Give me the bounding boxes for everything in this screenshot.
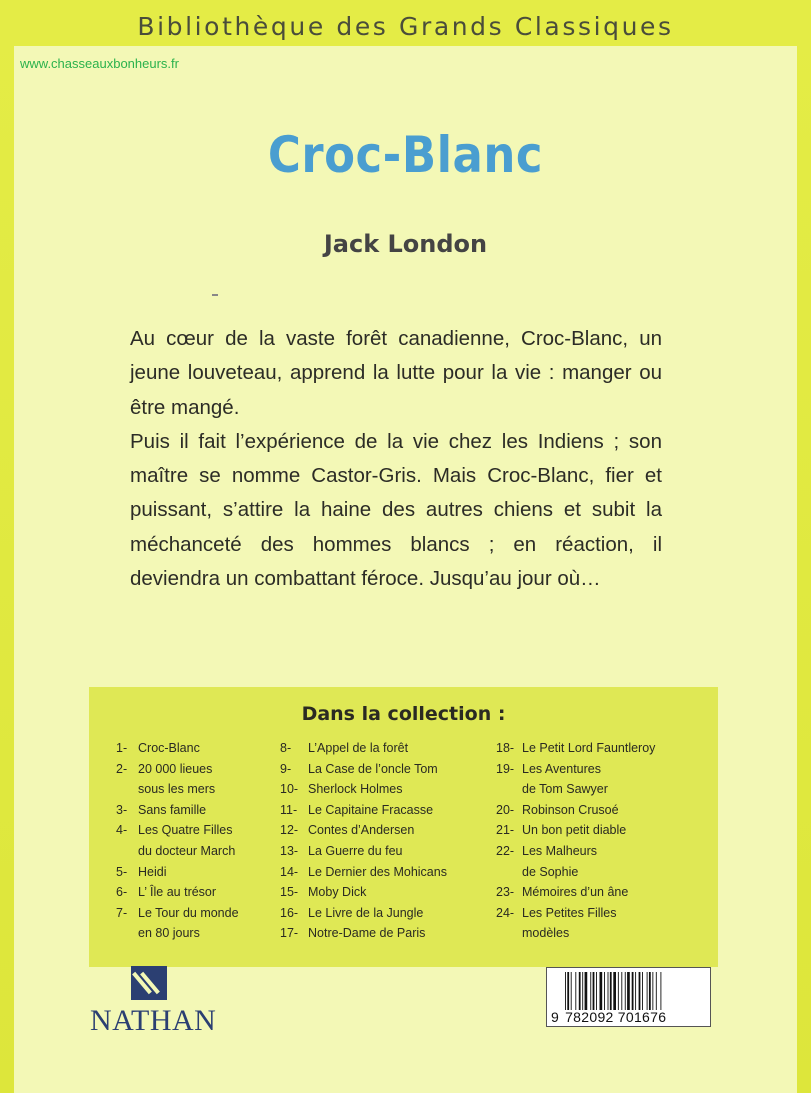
entry-number: 7- — [116, 905, 128, 920]
entry-title: Le Capitaine Fracasse — [308, 802, 434, 817]
entry-title: Contes d’Andersen — [308, 823, 415, 838]
collection-entry — [280, 820, 495, 841]
barcode-bar — [565, 972, 566, 1010]
barcode-bar — [579, 972, 581, 1010]
entry-title: La Case de l’oncle Tom — [308, 761, 438, 776]
decorative-mark — [212, 294, 218, 296]
entry-title: Notre-Dame de Paris — [308, 926, 426, 941]
collection-entry — [496, 903, 711, 944]
collection-entry — [116, 862, 296, 883]
entry-number: 19- — [496, 761, 515, 776]
entry-number: 3- — [116, 802, 128, 817]
entry-number: 20- — [496, 802, 515, 817]
entry-title: Les Aventures de Tom Sawyer — [522, 761, 608, 797]
entry-number: 15- — [280, 885, 299, 900]
entry-title: Robinson Crusoé — [522, 802, 619, 817]
barcode-bar — [590, 972, 591, 1010]
collection-entry — [280, 759, 495, 780]
entry-number: 18- — [496, 741, 515, 755]
entry-number: 13- — [280, 843, 299, 858]
barcode-bar — [608, 972, 609, 1010]
entry-number: 6- — [116, 885, 128, 900]
entry-number: 14- — [280, 864, 299, 879]
series-title: Bibliothèque des Grands Classiques — [137, 12, 674, 41]
barcode-bar — [639, 972, 641, 1010]
publisher-name: NATHAN — [90, 1004, 217, 1037]
barcode-bars — [565, 972, 705, 1010]
barcode-bar — [571, 972, 572, 1010]
entry-number: 24- — [496, 905, 515, 920]
series-band — [0, 0, 811, 46]
entry-number: 23- — [496, 885, 515, 900]
barcode-bar — [635, 972, 636, 1010]
collection-entry — [280, 862, 495, 883]
barcode-bar — [656, 972, 657, 1010]
collection-column — [116, 738, 296, 944]
barcode-bar — [613, 972, 616, 1010]
collection-entry — [496, 841, 711, 882]
barcode-bar — [618, 972, 619, 1010]
barcode-bar — [582, 972, 583, 1010]
entry-title: Sans famille — [138, 802, 207, 817]
entry-number: 11- — [280, 802, 298, 817]
collection-entry — [116, 738, 296, 759]
collection-entry — [280, 903, 495, 924]
collection-entry — [280, 779, 495, 800]
entry-title: Mémoires d’un âne — [522, 885, 629, 900]
entry-title: La Guerre du feu — [308, 843, 403, 858]
barcode-bar — [642, 972, 643, 1010]
collection-entry — [280, 882, 495, 903]
entry-number: 9- — [280, 761, 292, 776]
barcode-number — [551, 1009, 709, 1025]
collection-entry — [116, 800, 296, 821]
collection-column — [496, 738, 711, 944]
summary-paragraph: Au cœur de la vaste forêt canadienne, Croc-Blanc, un jeune louveteau, apprend la lutte pour la vie : manger ou être mangé. — [130, 327, 662, 419]
entry-title: Les Quatre Filles du docteur March — [138, 823, 236, 858]
barcode-bar — [647, 972, 648, 1010]
collection-entry — [116, 820, 296, 861]
collection-entry — [116, 759, 296, 800]
collection-entry — [496, 738, 711, 759]
collection-entry — [116, 903, 296, 944]
entry-title: Les Petites Filles modèles — [522, 905, 617, 941]
entry-number: 5- — [116, 864, 128, 879]
barcode-bar — [585, 972, 588, 1010]
collection-entry — [280, 923, 495, 944]
entry-title: Les Malheurs de Sophie — [522, 843, 598, 879]
entry-number: 12- — [280, 823, 299, 838]
entry-title: L’ Île au trésor — [138, 885, 217, 900]
isbn-barcode — [546, 967, 711, 1027]
entry-title: Un bon petit diable — [522, 823, 627, 838]
collection-box — [89, 687, 718, 967]
entry-title: 20 000 lieues sous les mers — [138, 761, 216, 797]
entry-title: Sherlock Holmes — [308, 782, 403, 797]
barcode-digits: 782092 701676 — [565, 1009, 667, 1025]
barcode-bar — [652, 972, 653, 1010]
barcode-bar — [621, 972, 622, 1010]
entry-number: 17- — [280, 926, 299, 941]
entry-number: 10- — [280, 782, 299, 797]
entry-title: Le Tour du monde en 80 jours — [138, 905, 239, 941]
collection-entry — [280, 800, 495, 821]
collection-entry — [496, 759, 711, 800]
barcode-bar — [660, 972, 661, 1010]
publisher-logo-icon — [131, 966, 167, 1000]
summary-paragraph: Puis il fait l’expérience de la vie chez les Indiens ; son maître se nomme Castor-Gris. Mais Croc-Blanc, fier et puissant, s’attire la haine des autres chiens et subit la méchanceté des hommes blancs ; en réaction, il deviendra un combattant féroce. Jusqu’au jour où… — [130, 429, 662, 591]
barcode-bar — [632, 972, 634, 1010]
entry-number: 1- — [116, 741, 128, 755]
entry-number: 16- — [280, 905, 299, 920]
collection-entry — [496, 820, 711, 841]
author-name: Jack London — [323, 230, 488, 258]
collection-heading: Dans la collection : — [301, 703, 506, 725]
summary-text — [130, 322, 662, 596]
entry-title: Le Dernier des Mohicans — [308, 864, 447, 879]
collection-column — [280, 738, 495, 944]
barcode-bar — [567, 972, 569, 1010]
collection-entry — [280, 841, 495, 862]
entry-number: 21- — [496, 823, 515, 838]
barcode-bar — [625, 972, 626, 1010]
entry-number: 4- — [116, 823, 128, 838]
barcode-bar — [649, 972, 651, 1010]
collection-entry — [280, 738, 495, 759]
barcode-lead-digit: 9 — [551, 1009, 560, 1025]
barcode-bar — [627, 972, 630, 1010]
entry-number: 8- — [280, 741, 292, 755]
entry-title: Heidi — [138, 864, 167, 879]
entry-number: 22- — [496, 843, 515, 858]
collection-entry — [496, 800, 711, 821]
entry-title: Le Livre de la Jungle — [308, 905, 424, 920]
collection-entry — [116, 882, 296, 903]
barcode-bar — [600, 972, 603, 1010]
entry-title: L’Appel de la forêt — [308, 741, 409, 755]
watermark-link[interactable]: www.chasseauxbonheurs.fr — [20, 56, 179, 71]
barcode-bar — [604, 972, 605, 1010]
book-title: Croc-Blanc — [267, 126, 544, 184]
entry-title: Le Petit Lord Fauntleroy — [522, 741, 656, 755]
barcode-bar — [593, 972, 595, 1010]
entry-number: 2- — [116, 761, 128, 776]
barcode-bar — [610, 972, 612, 1010]
barcode-bar — [596, 972, 597, 1010]
entry-title: Croc-Blanc — [138, 741, 200, 755]
collection-entry — [496, 882, 711, 903]
entry-title: Moby Dick — [308, 885, 367, 900]
barcode-bar — [575, 972, 576, 1010]
